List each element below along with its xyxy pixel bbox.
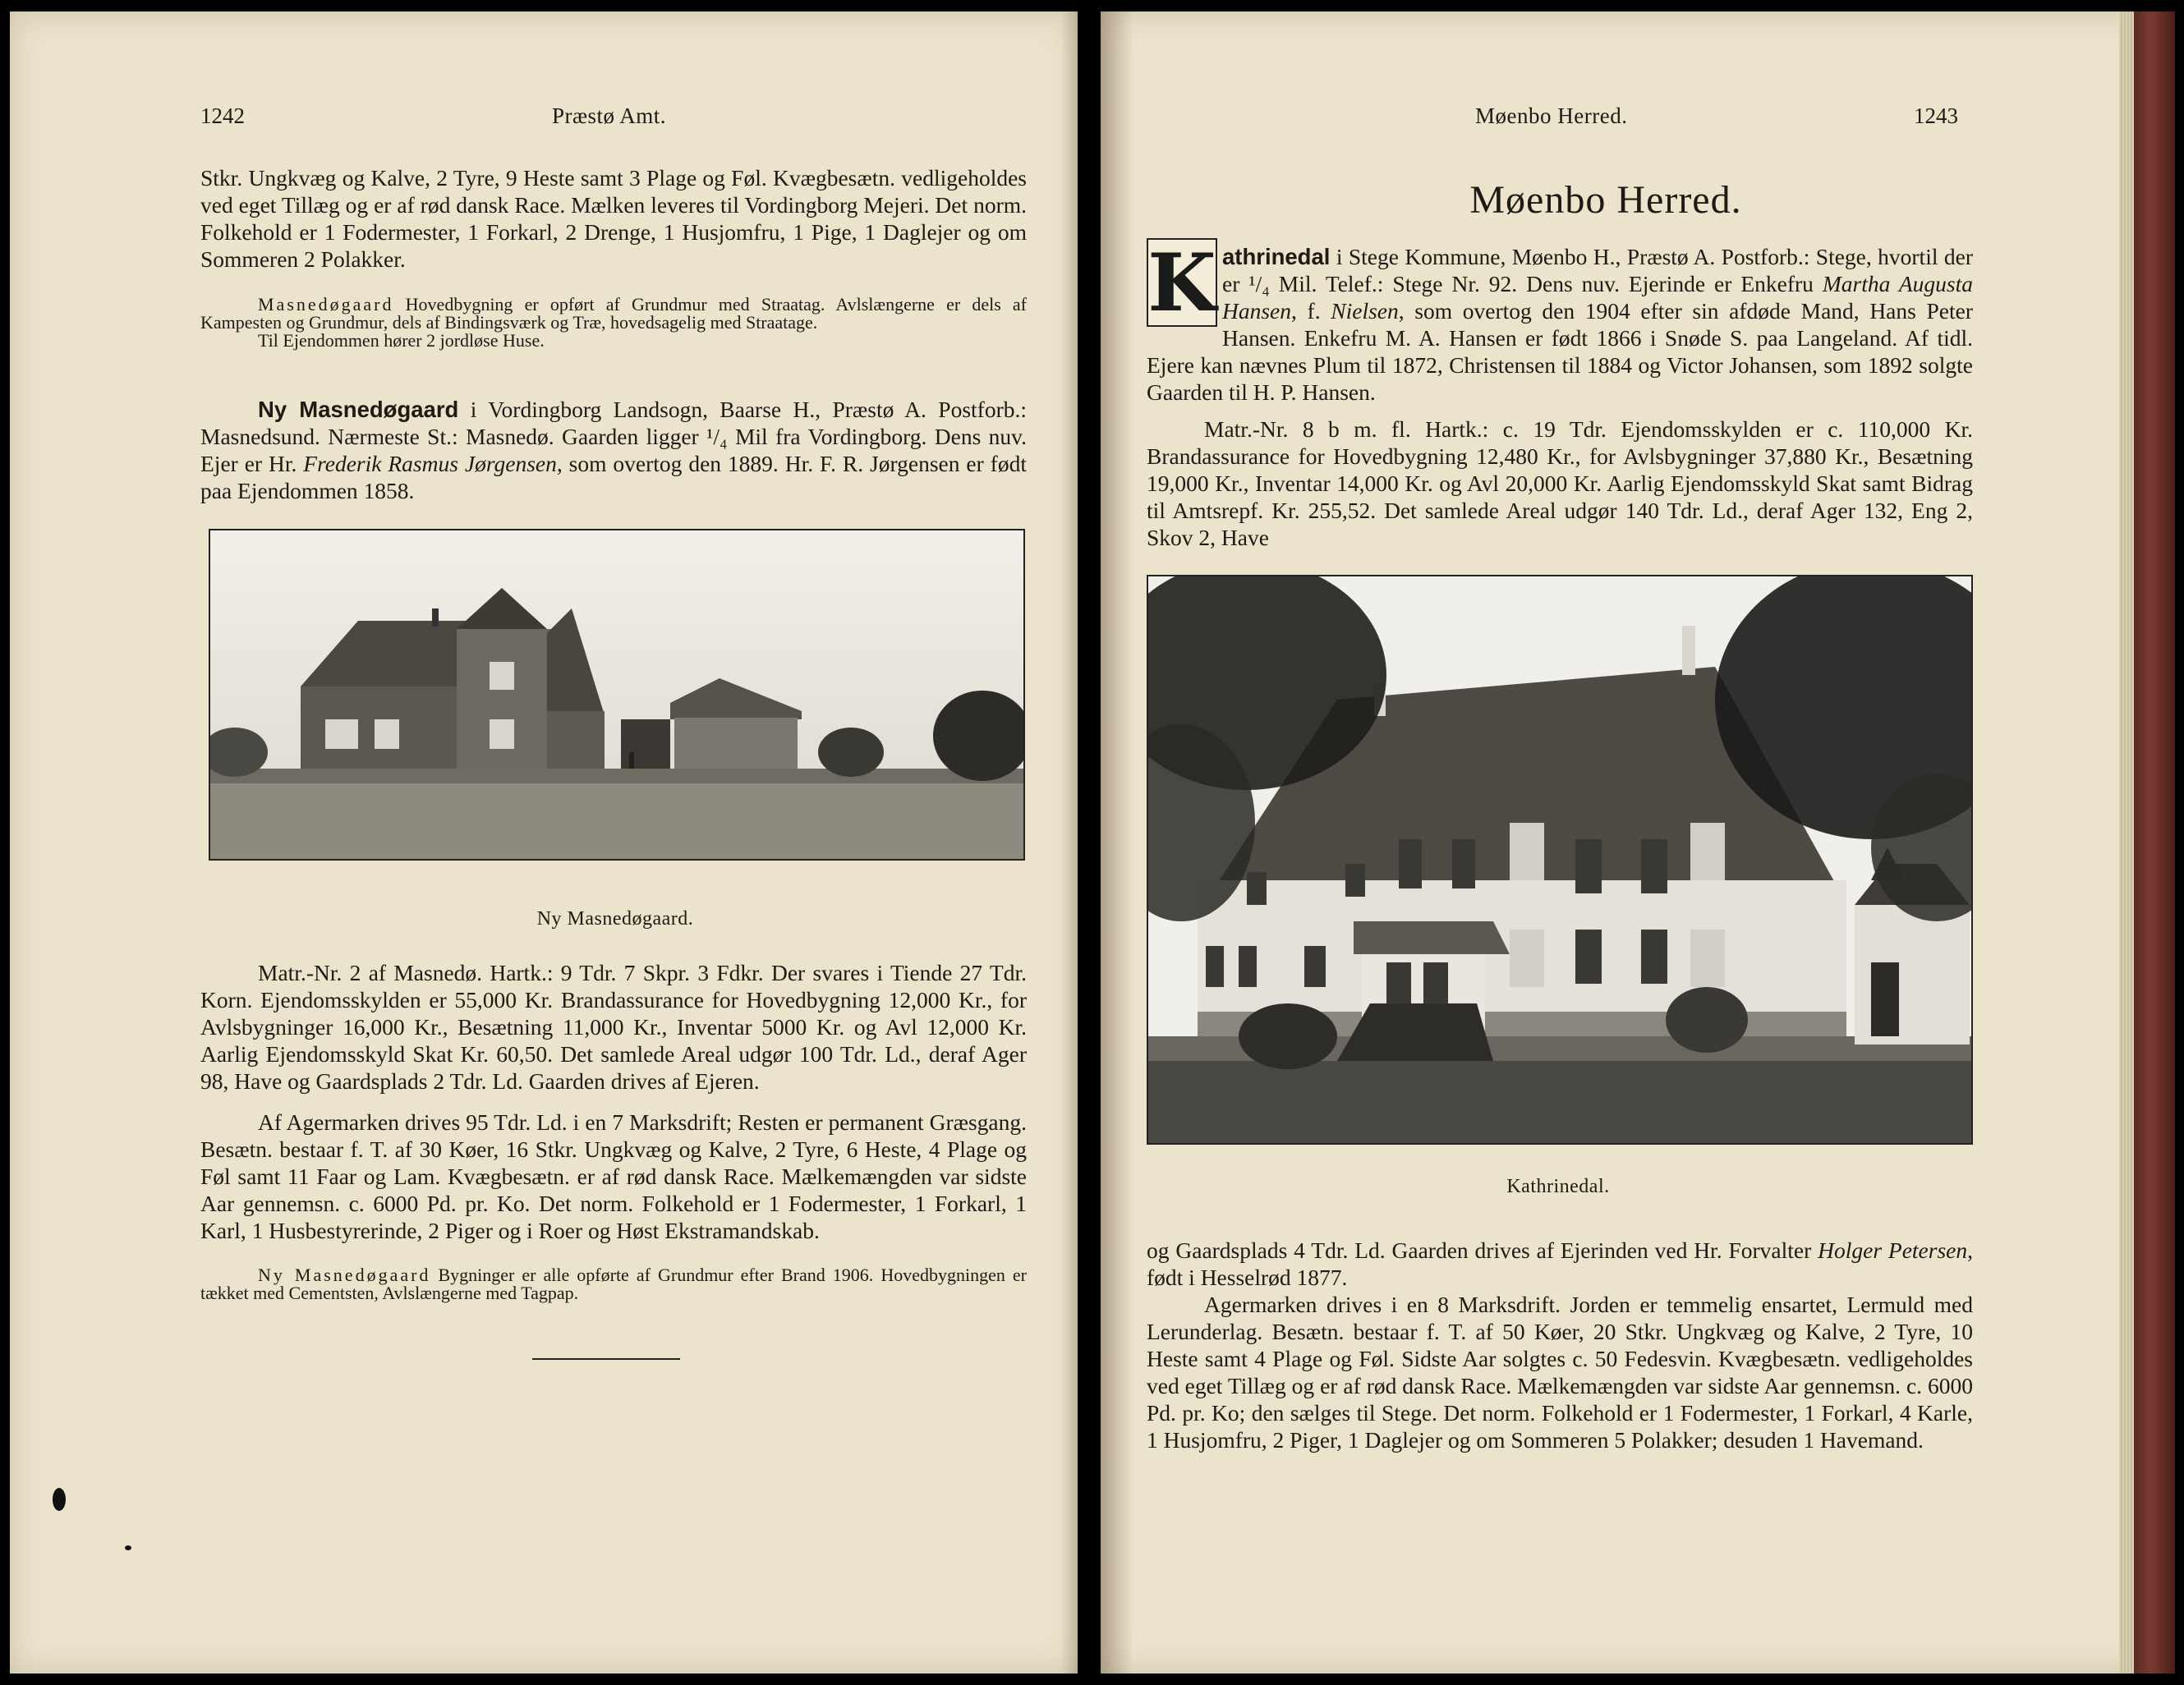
entry-farm-name: Ny Masnedøgaard xyxy=(258,397,459,422)
section-title: Møenbo Herred. xyxy=(1469,178,1742,222)
left-running-header: Præstø Amt. xyxy=(552,103,667,128)
entry-text-2: , f. xyxy=(1291,298,1331,324)
note-2-text: Bygninger er alle opførte af Grundmur efter Brand 1906. Hovedbygningen er tækket med Cementsten, Avlslængerne med Tagpap. xyxy=(200,1265,1027,1303)
photo-ny-masnedogaard xyxy=(209,529,1025,861)
entry-text-1: i Stege Kommune, Møenbo H., Præstø A. Postforb.: Stege, hvortil der er ¹/₄ Mil. Telef.: Stege Nr. 92. Dens nuv. Ejerinde er Enkefru xyxy=(1222,244,1973,296)
left-page xyxy=(10,11,1078,1674)
cont-text-b: , født i Hesselrød 1877. xyxy=(1147,1237,1973,1290)
section-end-rule xyxy=(532,1358,680,1360)
note-1-text: Hovedbygning er opført af Grundmur med Straatag. Avlslængerne er dels af Kampesten og Grundmur, dels af Bindingsværk og Træ, hovedsagelig med Straatage. xyxy=(200,294,1027,333)
right-page xyxy=(1101,11,2168,1674)
left-entry-ny-masnedogaard xyxy=(200,396,1027,504)
right-paragraph-agermarken: Agermarken drives i en 8 Marksdrift. Jorden er temmelig ensartet, Lermuld med Lerunderlag. Besætn. bestaar f. T. af 50 Køer, 20 Stkr. Ungkvæg og Kalve, 2 Tyre, 10 Heste samt 4 Plage og Føl. Sidste Aar solgtes c. 50 Fedesvin. Kvægbesætn. vedligeholdes ved eget Tillæg og er af rød dansk Race. Mælkemængden var sidste Aar gennemsn. c. 6000 Pd. pr. Ko; den sælges til Stege. Det norm. Folkehold er 1 Fodermester, 1 Forkarl, 4 Karle, 1 Husjomfru, 2 Piger, 1 Daglejer og om Sommeren 5 Polakker; desuden 1 Havemand. xyxy=(1147,1292,1973,1453)
entry-text-3: , som overtog den 1904 efter sin afdøde Mand, Hans Peter Hansen. Enkefru M. A. Hansen er født 1866 i Snøde S. paa Langeland. Af tidl. Ejere kan nævnes Plum til 1872, Christensen til 1884 og Victor Johansen, som 1892 solgte Gaarden til H. P. Hansen. xyxy=(1147,298,1973,405)
left-paragraph-agermarken: Af Agermarken drives 95 Tdr. Ld. i en 7 Marksdrift; Resten er permanent Græsgang. Besætn. bestaar f. T. af 30 Køer, 16 Stkr. Ungkvæg og Kalve, 2 Tyre, 6 Heste, 4 Plage og Føl samt 11 Faar og Lam. Kvægbesætn. er af rød dansk Race. Mælkemængden var sidste Aar gennemsn. c. 6000 Pd. pr. Ko. Det norm. Folkehold er 1 Fodermester, 1 Forkarl, 1 Karl, 1 Husbestyrerinde, 2 Piger og i Roer og Høst Ekstramandskab. xyxy=(200,1109,1027,1243)
left-note-1 xyxy=(200,296,1027,350)
cont-manager-name: Holger Petersen xyxy=(1818,1237,1968,1263)
dropcap-spacer xyxy=(1147,243,1222,335)
cont-text-a: og Gaardsplads 4 Tdr. Ld. Gaarden drives af Ejerinden ved Hr. Forvalter xyxy=(1147,1237,1818,1263)
note-1-farm-name: Masnedøgaard xyxy=(258,294,394,315)
drop-cap: K xyxy=(1147,236,1216,329)
entry-maiden-name: Nielsen xyxy=(1331,298,1399,324)
entry-text-1: i Vordingborg Landsogn, Baarse H., Præstø A. Postforb.: Masnedsund. Nærmeste St.: Masnedø. Gaarden ligger ¹/₄ Mil fra Vordingborg. Dens nuv. Ejer er Hr. xyxy=(200,397,1027,476)
left-page-number: 1242 xyxy=(200,103,245,128)
left-intro-paragraph: Stkr. Ungkvæg og Kalve, 2 Tyre, 9 Heste samt 3 Plage og Føl. Kvægbesætn. vedligeholdes ved eget Tillæg og er af rød dansk Race. Mælken leveres til Vordingborg Mejeri. Det norm. Folkehold er 1 Fodermester, 1 Forkarl, 2 Drenge, 1 Husjomfru, 1 Pige, 1 Daglejer og om Sommeren 2 Polakker. xyxy=(200,165,1027,272)
note-1-line-2: Til Ejendommen hører 2 jordløse Huse. xyxy=(258,330,545,351)
photo-caption-kathrinedal: Kathrinedal. xyxy=(1506,1176,1610,1197)
right-page-number: 1243 xyxy=(1914,103,1958,128)
left-paragraph-matr: Matr.-Nr. 2 af Masnedø. Hartk.: 9 Tdr. 7 Skpr. 3 Fdkr. Der svares i Tiende 27 Tdr. Korn. Ejendomsskylden er 55,000 Kr. Brandassurance for Hovedbygning 12,000 Kr., for Avlsbygninger 16,000 Kr., Besætning 11,000 Kr., Inventar 5000 Kr. og Avl 12,000 Kr. Aarlig Ejendomsskyld Skat Kr. 60,50. Det samlede Areal udgør 100 Tdr. Ld., deraf Ager 98, Have og Gaardsplads 2 Tdr. Ld. Gaarden drives af Ejeren. xyxy=(200,960,1027,1094)
note-2-farm-name: Ny Masnedøgaard xyxy=(258,1265,431,1285)
photo-caption-ny-masnedogaard: Ny Masnedøgaard. xyxy=(536,908,694,930)
right-gutter-shadow xyxy=(1101,11,1133,1674)
left-note-2 xyxy=(200,1266,1027,1302)
right-running-header: Møenbo Herred. xyxy=(1475,103,1628,128)
photo-kathrinedal xyxy=(1147,575,1973,1145)
left-gutter-shadow xyxy=(1061,11,1078,1674)
entry-farm-name-rest: athrinedal xyxy=(1222,244,1331,269)
book-binding-edge xyxy=(2134,11,2175,1674)
right-entry-kathrinedal xyxy=(1147,243,1973,406)
ink-mark xyxy=(53,1488,66,1511)
note-1-line-1 xyxy=(200,296,1027,332)
right-paragraph-matr: Matr.-Nr. 8 b m. fl. Hartk.: c. 19 Tdr. Ejendomsskylden er c. 110,000 Kr. Brandassurance for Hovedbygning 12,480 Kr., for Avlsbygninger 37,880 Kr., Besætning 19,000 Kr., Inventar 14,000 Kr. og Avl 20,000 Kr. Aarlig Ejendomsskyld Skat samt Bidrag til Amtsrepf. Kr. 255,52. Det samlede Areal udgør 140 Tdr. Ld., deraf Ager 132, Eng 2, Skov 2, Have xyxy=(1147,416,1973,550)
entry-text-2: , som overtog den 1889. Hr. F. R. Jørgensen er født paa Ejendommen 1858. xyxy=(200,451,1027,503)
right-paragraph-continued xyxy=(1147,1237,1973,1291)
ink-mark xyxy=(125,1545,131,1550)
entry-owner-name: Frederik Rasmus Jørgensen xyxy=(303,451,557,476)
entry-owner-name: Martha Augusta Hansen xyxy=(1222,271,1973,324)
